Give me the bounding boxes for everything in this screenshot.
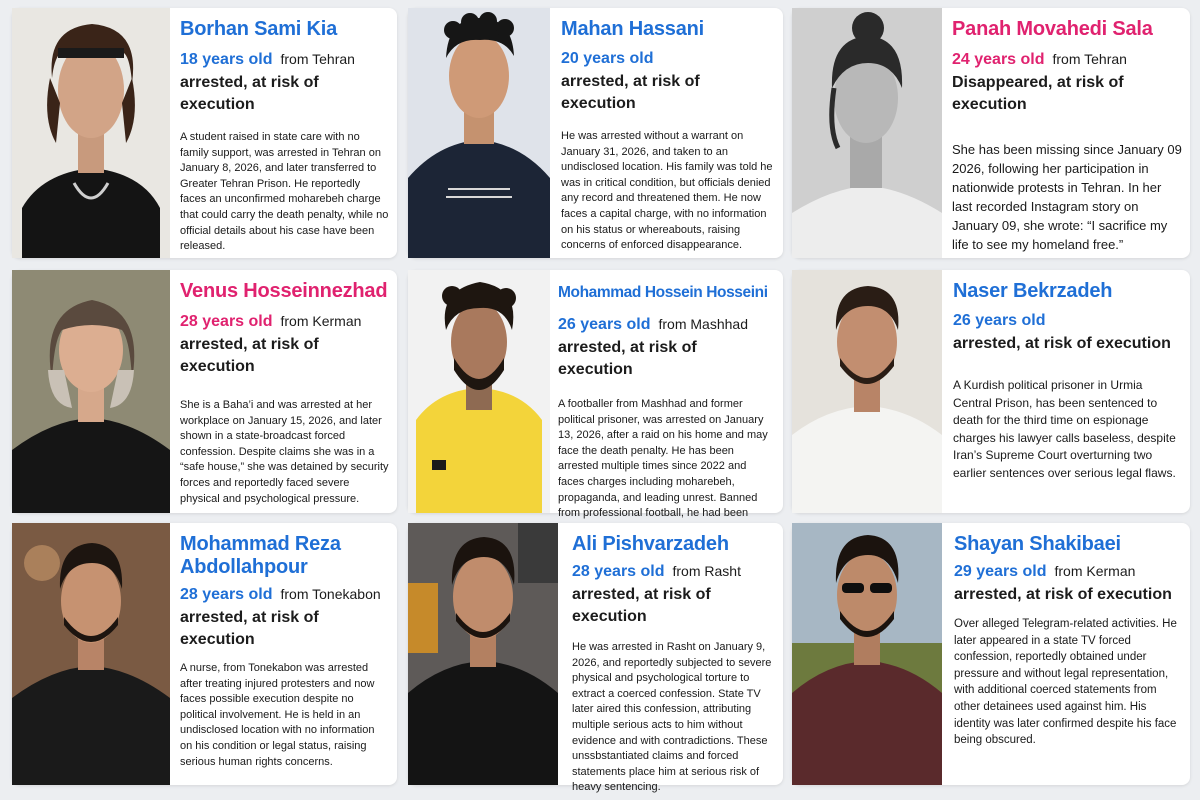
status-label: arrested, at risk of execution <box>954 586 1172 603</box>
age-label: 26 years old <box>953 312 1046 329</box>
age-label: 29 years old <box>954 563 1047 580</box>
bio-text: A student raised in state care with no family support, was arrested in Tehran on January 8, 2026, and later transferred to Greater Tehran Prison. He reportedly faces an unconfirmed moharebeh charge that could carry the death penalty, while no official details about his case have been released. <box>180 131 389 253</box>
status-label: arrested, at risk of execution <box>572 586 711 625</box>
portrait-photo <box>792 523 942 785</box>
portrait-photo <box>12 523 170 785</box>
portrait-photo <box>792 270 942 513</box>
status-label: arrested, at risk of execution <box>180 609 319 648</box>
origin-label: from Kerman <box>1054 563 1136 579</box>
status-label: arrested, at risk of execution <box>558 339 697 378</box>
bio-text: A footballer from Mashhad and former political prisoner, was arrested on January 13, 2026, after a raid on his home and may face the death penalty. He has been arrested multiple times since 2022 and faces charges including moharebeh, propaganda, and leading unrest. Banned from professional football, he had been <box>558 398 768 520</box>
person-name: Venus Hosseinnezhad <box>180 280 388 302</box>
age-label: 20 years old <box>561 50 654 67</box>
status-label: arrested, at risk of execution <box>180 74 319 113</box>
bio-text: A Kurdish political prisoner in Urmia Central Prison, has been sentenced to death for the third time on espionage charges his lawyer calls baseless, despite Iran’s Supreme Court overturning two earlier sentences over serious legal flaws. <box>953 378 1176 480</box>
bio-text: He was arrested without a warrant on January 31, 2026, and taken to an undisclosed location. His family was told he was in critical condition, but officials denied any record and threatened them. He now faces a capital charge, with no information on his status or whereabouts, raising concerns of enforced disappearance. <box>561 130 773 252</box>
profile-card-mahan <box>408 8 783 258</box>
status-label: arrested, at risk of execution <box>953 335 1171 352</box>
bio-text: A nurse, from Tonekabon was arrested after treating injured protesters and now faces possible execution despite no political involvement. He is held in an undisclosed location with no information on his condition or legal status, raising serious human rights concerns. <box>180 662 375 768</box>
profile-card-venus <box>12 270 397 513</box>
person-name: Shayan Shakibaei <box>954 533 1121 555</box>
age-label: 24 years old <box>952 51 1045 68</box>
origin-label: from Mashhad <box>658 316 748 332</box>
bio-text: She is a Baha’i and was arrested at her workplace on January 15, 2026, and later shown in a state-broadcast forced confession. Despite claims she was in a “safe house,” she was detained by security forces and reportedly faced severe physical and psychological pressure. <box>180 399 389 505</box>
profile-card-ali <box>408 523 783 794</box>
portrait-photo <box>792 8 942 258</box>
origin-label: from Tehran <box>1052 51 1127 67</box>
origin-label: from Tonekabon <box>280 586 381 602</box>
person-name: Panah Movahedi Sala <box>952 18 1153 40</box>
profile-card-panah <box>792 8 1190 258</box>
profile-card-mohammad-reza <box>12 523 397 785</box>
person-name: Mohammad Reza Abdollahpour <box>180 533 341 578</box>
status-label: Disappeared, at risk of execution <box>952 74 1124 113</box>
age-label: 28 years old <box>572 563 665 580</box>
origin-label: from Tehran <box>280 51 355 67</box>
person-name: Naser Bekrzadeh <box>953 280 1113 302</box>
age-label: 26 years old <box>558 316 651 333</box>
person-name: Borhan Sami Kia <box>180 18 338 40</box>
person-name: Mahan Hassani <box>561 18 705 40</box>
portrait-photo <box>408 8 550 258</box>
bio-text: He was arrested in Rasht on January 9, 2026, and reportedly subjected to severe physical and psychological torture to extract a coerced confession. State TV later aired this confession, attributing multiple serious acts to him without evidence and with contradictions. These unssbstantiated claims and forced statements place him at serious risk of heavy sentencing. <box>572 641 772 794</box>
person-name: Mohammad Hossein Hosseini <box>558 284 768 301</box>
profile-card-naser <box>792 270 1190 513</box>
age-label: 28 years old <box>180 586 273 603</box>
status-label: arrested, at risk of execution <box>561 73 700 112</box>
status-label: arrested, at risk of execution <box>180 336 319 375</box>
bio-text: She has been missing since January 09 2026, following her participation in nationwide protests in Tehran. In her last recorded Instagram story on January 09, she wrote: “I sacrifice my life to see my homeland free.” <box>952 142 1182 252</box>
origin-label: from Rasht <box>672 563 741 579</box>
age-label: 28 years old <box>180 313 273 330</box>
person-name: Ali Pishvarzadeh <box>572 533 729 555</box>
portrait-photo <box>408 523 558 785</box>
origin-label: from Kerman <box>280 313 362 329</box>
portrait-photo <box>12 270 170 513</box>
profile-card-mohammad-hossein <box>408 270 783 520</box>
profile-card-shayan <box>792 523 1190 785</box>
bio-text: Over alleged Telegram-related activities. He later appeared in a state TV forced confession, reportedly obtained under pressure and without legal representation, with additional coerced statements from other detainees used against him. His identity was later confirmed despite his face being obscured. <box>954 618 1177 747</box>
portrait-photo <box>12 8 170 258</box>
portrait-photo <box>408 270 550 513</box>
profile-card-borhan <box>12 8 397 258</box>
age-label: 18 years old <box>180 51 273 68</box>
